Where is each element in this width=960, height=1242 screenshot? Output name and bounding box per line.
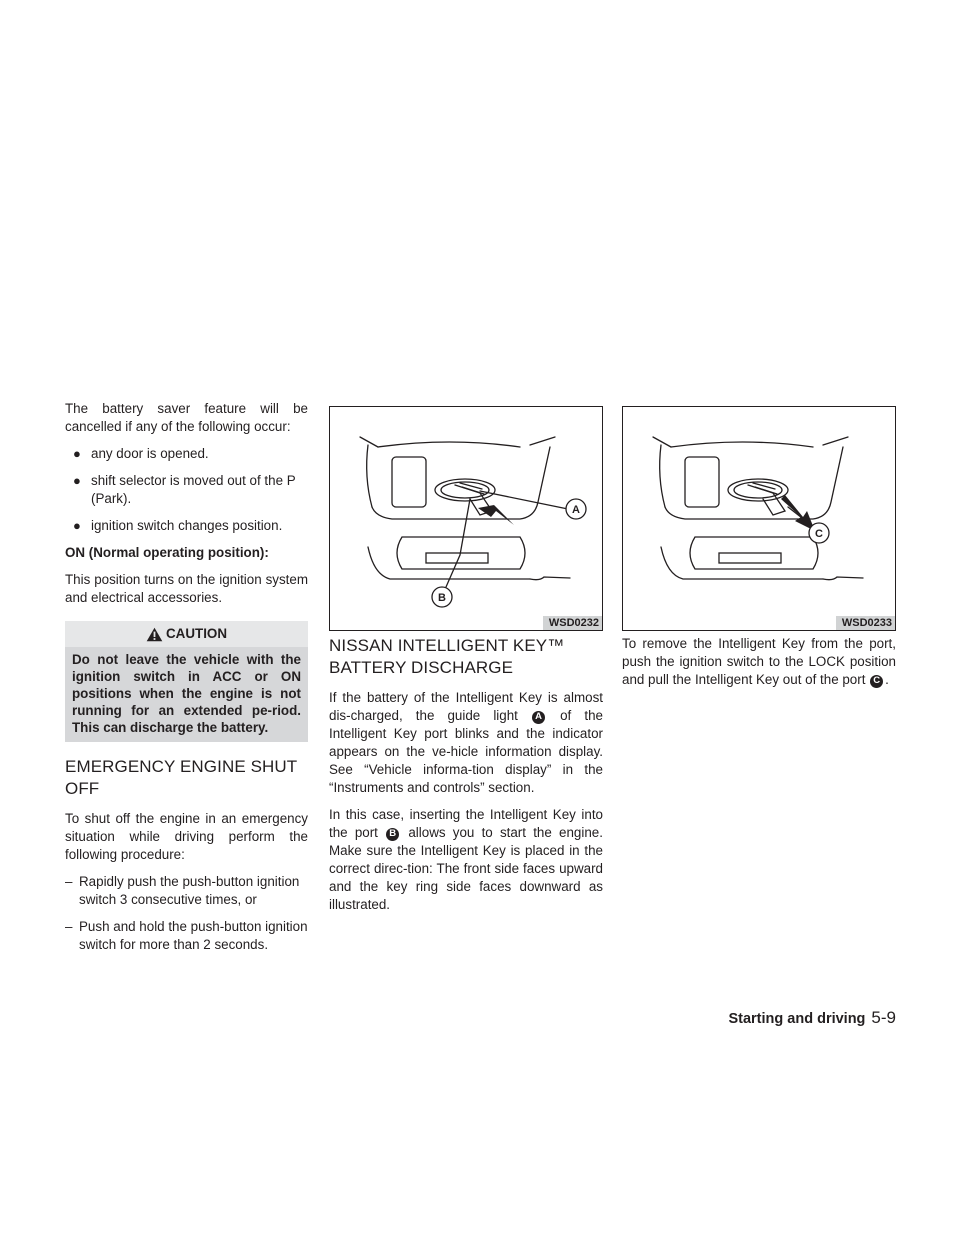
middle-column: [329, 400, 603, 923]
key-port-illustration: [623, 407, 897, 630]
figure-code: WSD0232: [543, 616, 602, 630]
section-name: Starting and driving: [728, 1011, 866, 1027]
battery-saver-intro: The battery saver feature will be cancelled if any of the following occur:: [65, 401, 308, 434]
key-discharge-title: NISSAN INTELLIGENT KEY™ BATTERY DISCHARGE: [329, 636, 565, 677]
figure-label-a: A: [572, 504, 580, 516]
key-port-illustration: [330, 407, 604, 630]
remove-key-paragraph: To remove the Intelligent Key from the port, push the ignition switch to the LOCK position and pull the Intelligent Key out of the port C .: [622, 636, 896, 687]
figure-label-c: C: [815, 528, 823, 540]
list-item: ● any door is opened.: [73, 446, 209, 461]
caution-title: CAUTION: [166, 626, 227, 641]
warning-triangle-icon: [146, 627, 163, 642]
list-item: – Rapidly push the push-button ignition switch 3 consecutive times, or: [65, 874, 300, 907]
figure-key-remove: [622, 406, 896, 631]
left-column: [65, 400, 308, 963]
dash-icon: –: [65, 919, 73, 934]
list-item: – Push and hold the push-button ignition switch for more than 2 seconds.: [65, 919, 308, 952]
on-position-heading: ON (Normal operating position):: [65, 545, 269, 560]
bullet-icon: ●: [73, 518, 81, 533]
figure-code: WSD0233: [836, 616, 895, 630]
list-item: ● shift selector is moved out of the P (Park).: [73, 473, 296, 506]
figure-key-insert: [329, 406, 603, 631]
caution-header: [65, 621, 308, 647]
bullet-icon: ●: [73, 473, 81, 488]
emergency-shutoff-title: EMERGENCY ENGINE SHUT OFF: [65, 757, 297, 798]
bullet-icon: ●: [73, 446, 81, 461]
marker-b-icon: B: [386, 828, 399, 841]
guide-light-paragraph: If the battery of the Intelligent Key is almost dis-charged, the guide light A of the Intelligent Key port blinks and the indicator appears on the ve-hicle information display. See “Vehicle informa-tion display” in the “Instruments and controls” section.: [329, 690, 603, 795]
caution-text: Do not leave the vehicle with the ignition switch in ACC or ON positions when the engine is not running for an extended pe-riod. This can discharge the battery.: [72, 652, 301, 735]
caution-box: [65, 621, 308, 742]
page-footer: [710, 1008, 896, 1028]
on-position-text: This position turns on the ignition system and electrical accessories.: [65, 572, 308, 605]
figure-label-b: B: [438, 592, 446, 604]
page-number: 5-9: [871, 1008, 896, 1027]
emergency-intro: To shut off the engine in an emergency situation while driving perform the following procedure:: [65, 811, 308, 862]
marker-c-icon: C: [870, 675, 883, 688]
right-column: [622, 400, 896, 698]
dash-icon: –: [65, 874, 73, 889]
marker-a-icon: A: [532, 711, 545, 724]
insert-key-paragraph: In this case, inserting the Intelligent Key into the port B allows you to start the engine. Make sure the Intelligent Key is placed in the correct direc-tion: The front side faces upward and the key ring side faces downward as illustrated.: [329, 807, 603, 912]
list-item: ● ignition switch changes position.: [73, 518, 283, 533]
